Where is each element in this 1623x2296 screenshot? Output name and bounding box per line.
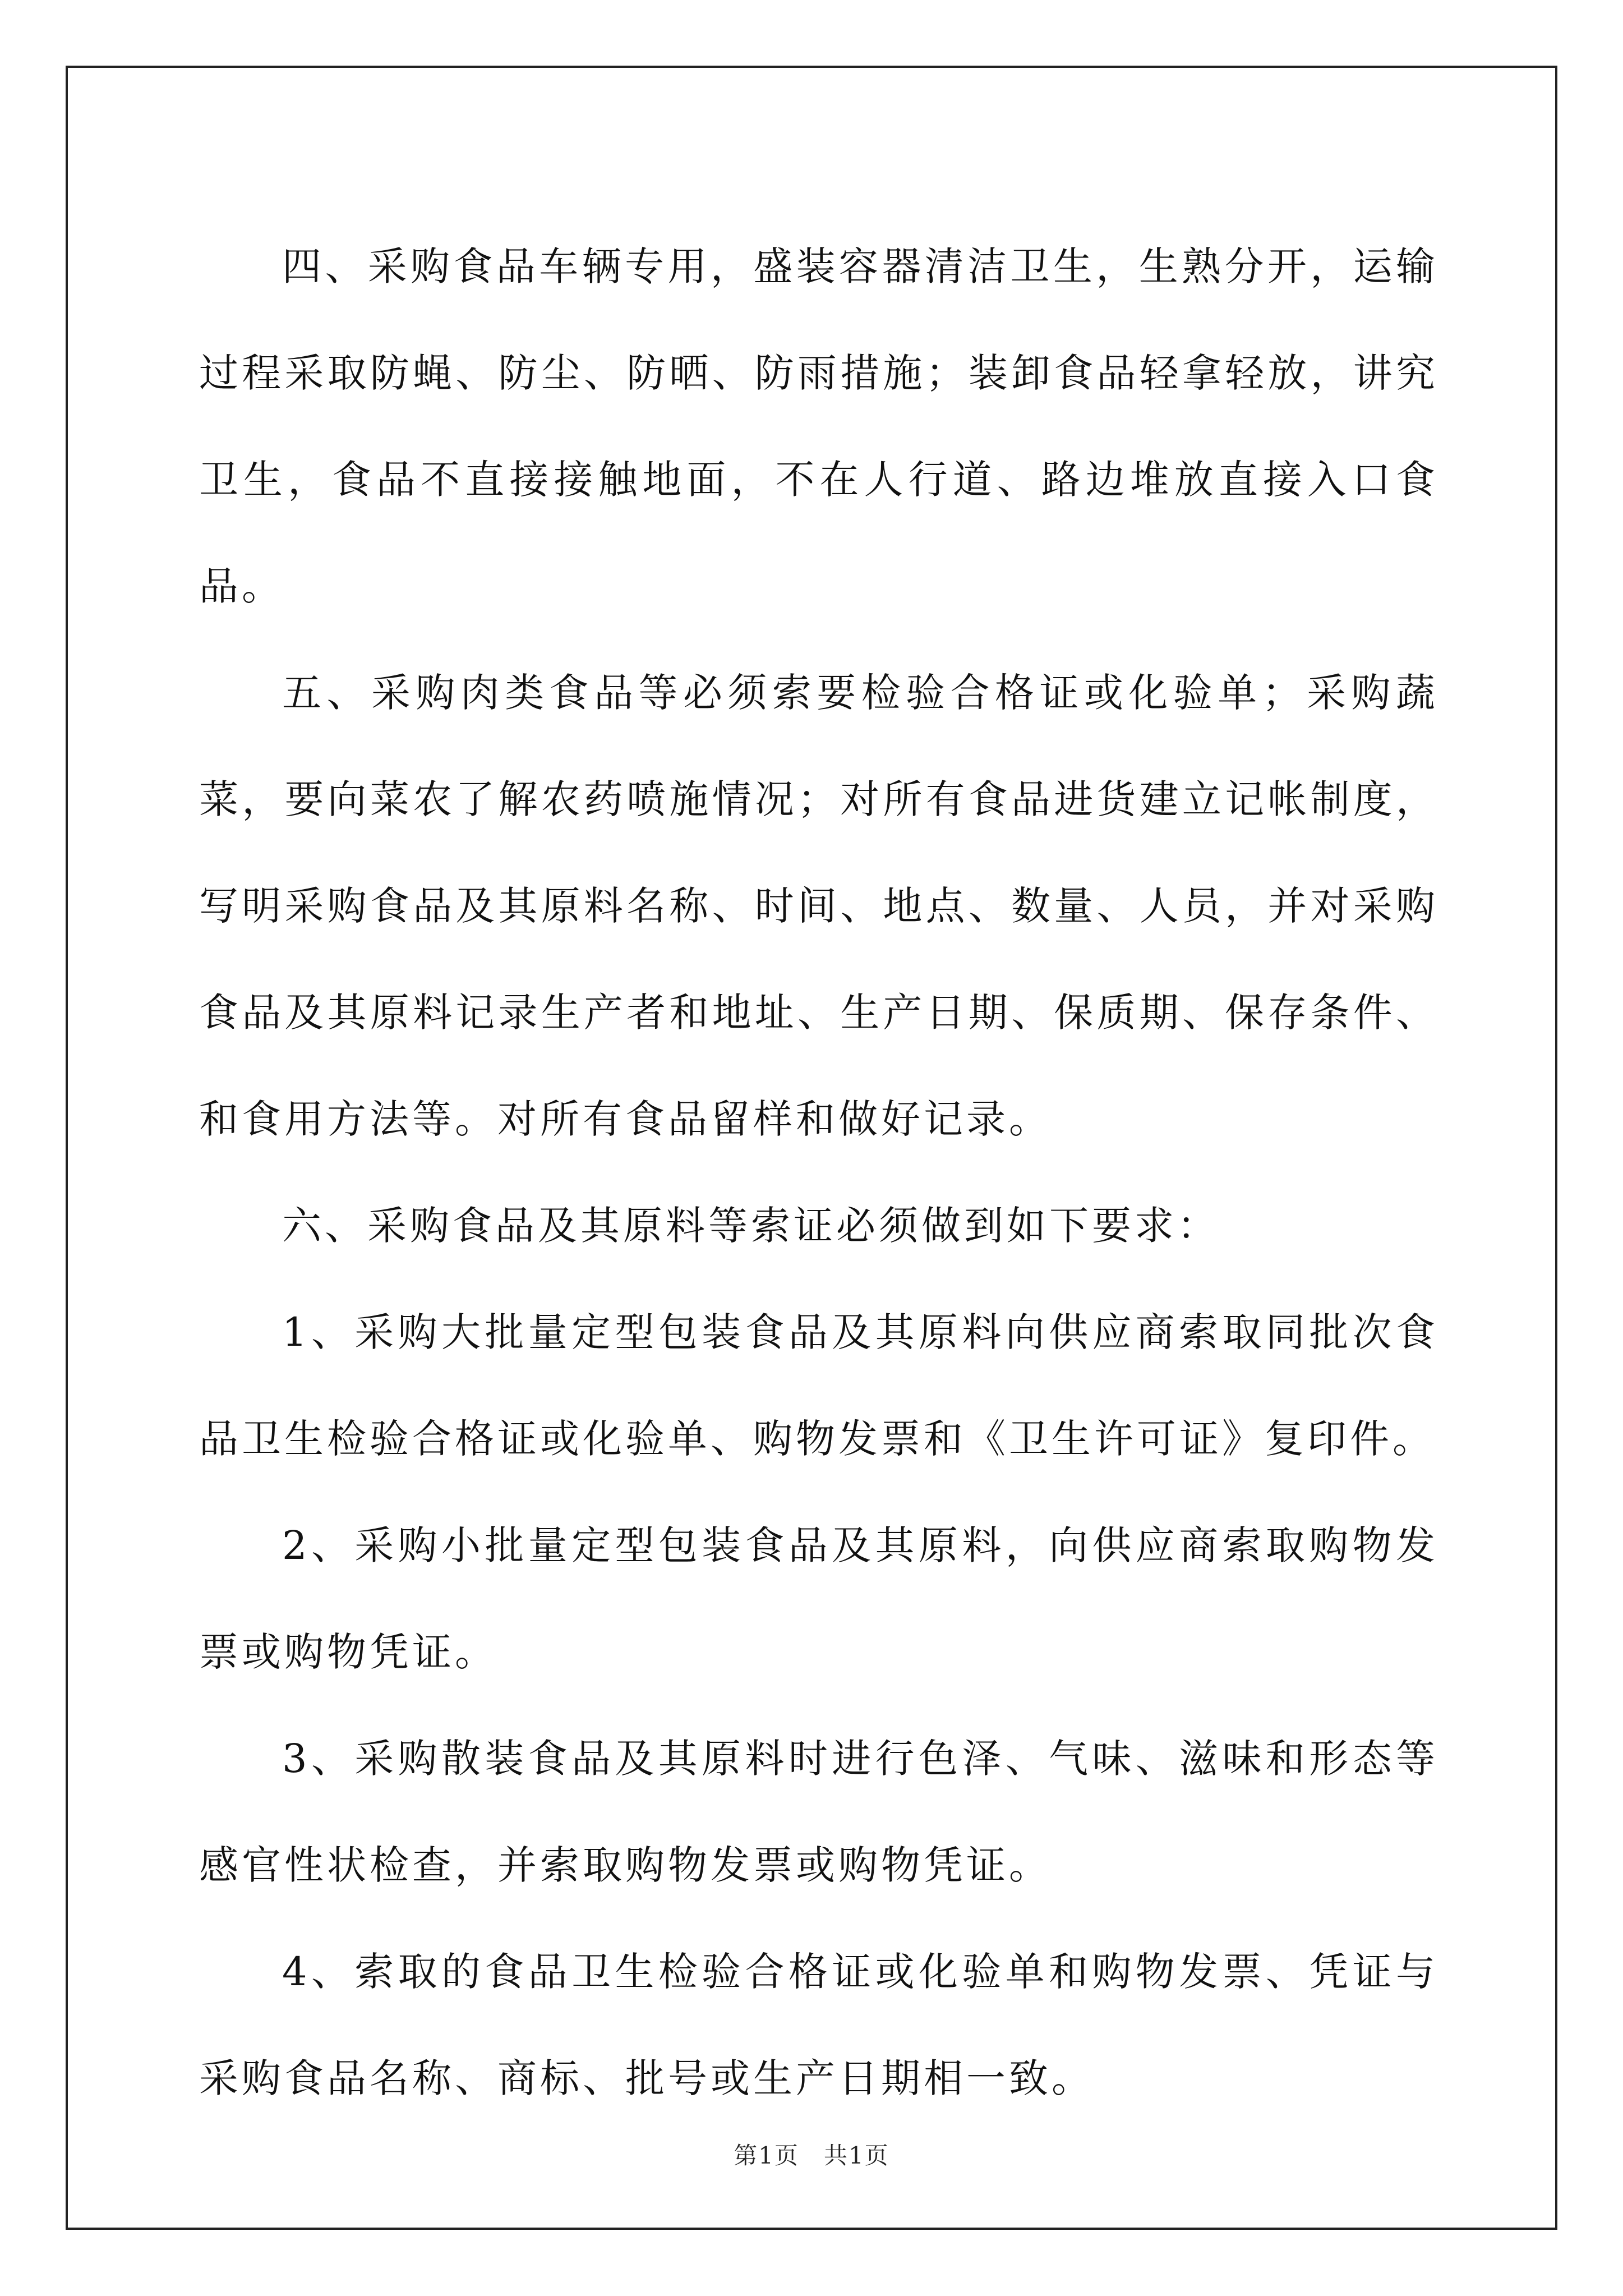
list-item-1: 1、采购大批量定型包装食品及其原料向供应商索取同批次食品卫生检验合格证或化验单、购物发票和《卫生许可证》复印件。 — [199, 1309, 1438, 1462]
list-item-4: 4、索取的食品卫生检验合格证或化验单和购物发票、凭证与采购食品名称、商标、批号或生产日期相一致。 — [199, 1949, 1438, 2101]
list-item-3: 3、采购散装食品及其原料时进行色泽、气味、滋味和形态等感官性状检查，并索取购物发票或购物凭证。 — [199, 1736, 1438, 1888]
paragraph-4: 四、采购食品车辆专用，盛装容器清洁卫生，生熟分开，运输过程采取防蝇、防尘、防晒、防雨措施；装卸食品轻拿轻放，讲究卫生，食品不直接接触地面，不在人行道、路边堆放直接入口食品。 — [199, 243, 1438, 609]
paragraph-5: 五、采购肉类食品等必须索要检验合格证或化验单；采购蔬菜，要向菜农了解农药喷施情况；对所有食品进货建立记帐制度，写明采购食品及其原料名称、时间、地点、数量、人员，并对采购食品及其原料记录生产者和地址、生产日期、保质期、保存条件、和食用方法等。对所有食品留样和做好记录。 — [199, 670, 1438, 1142]
document-body — [199, 213, 1438, 2132]
page-footer: 第1页 共1页 — [734, 2142, 889, 2169]
list-item-2: 2、采购小批量定型包装食品及其原料，向供应商索取购物发票或购物凭证。 — [199, 1522, 1438, 1675]
paragraph-6: 六、采购食品及其原料等索证必须做到如下要求： — [282, 1203, 1220, 1249]
